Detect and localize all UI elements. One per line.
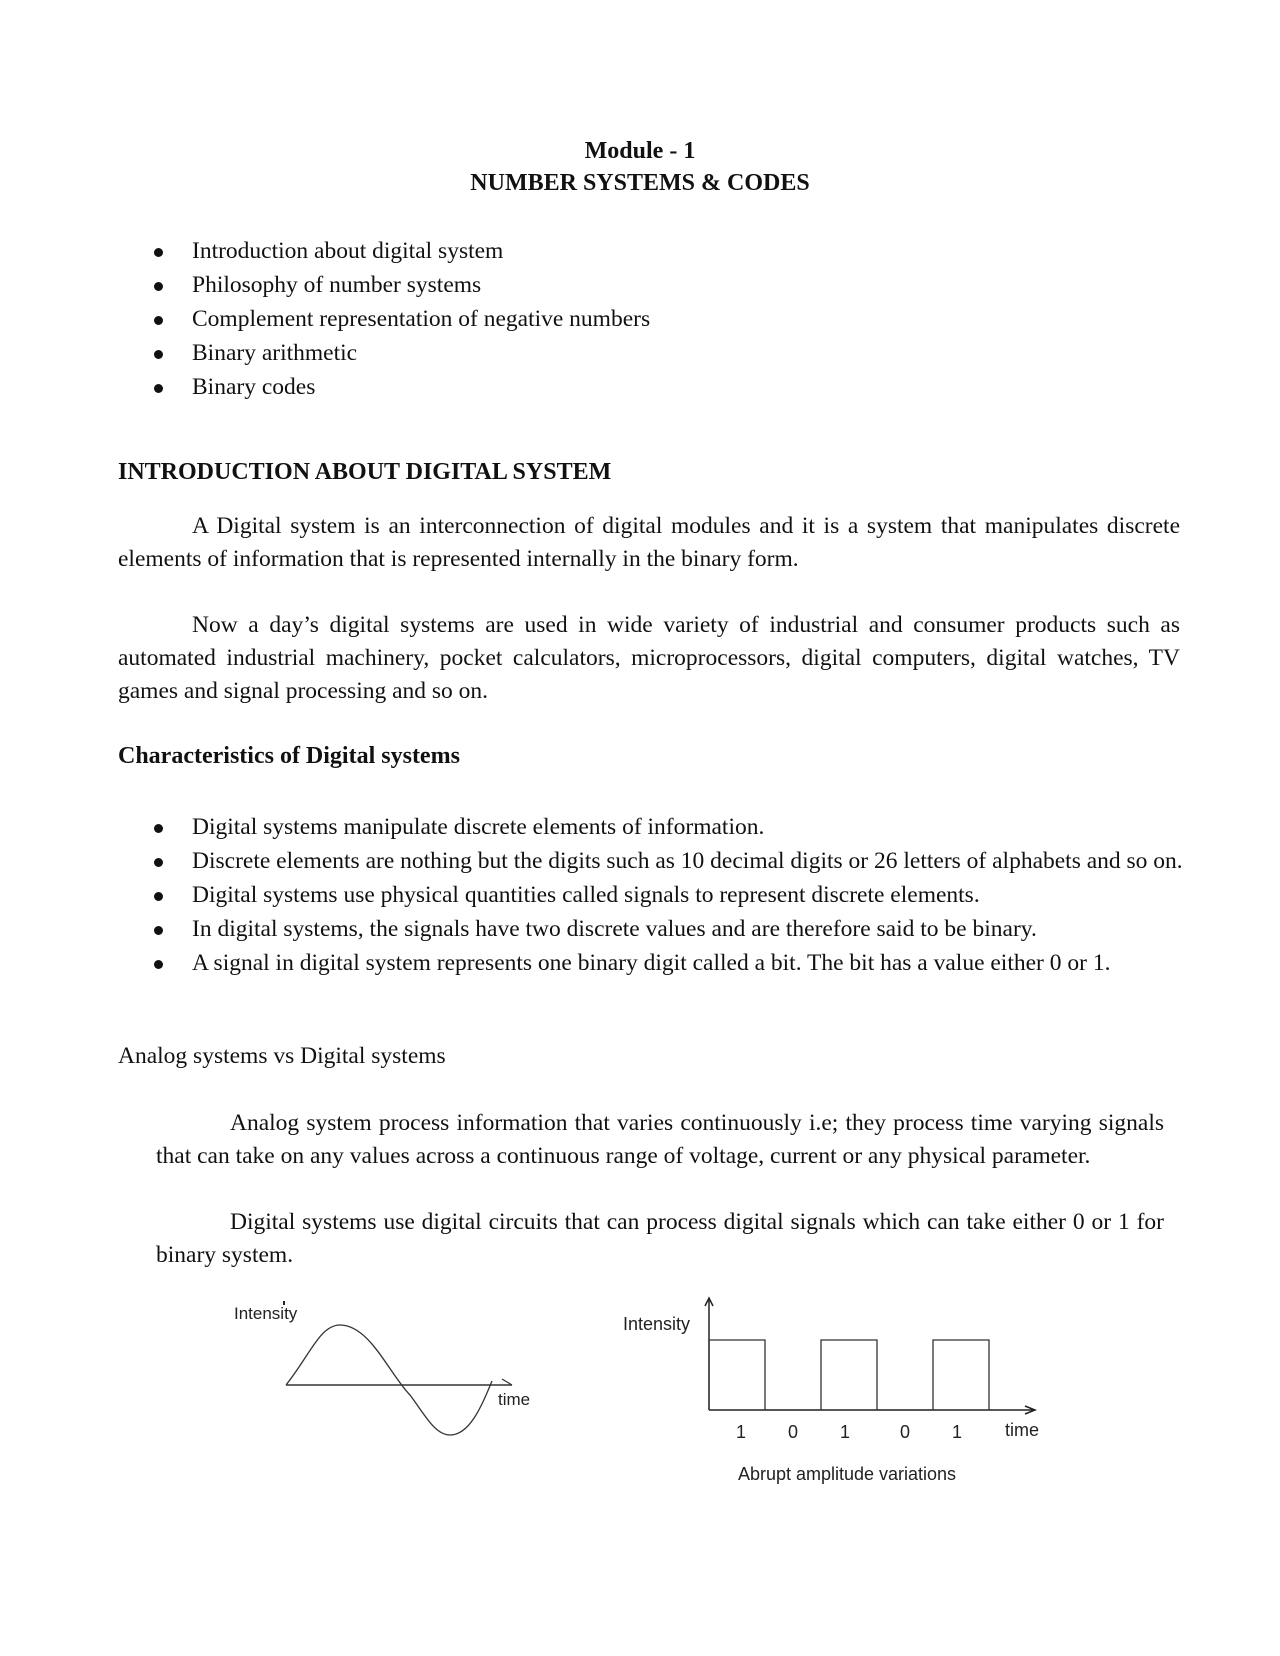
page-title: NUMBER SYSTEMS & CODES [470, 170, 810, 196]
bullet-icon [154, 824, 163, 833]
analog-signal-figure [220, 1285, 540, 1445]
section-heading-characteristics: Characteristics of Digital systems [118, 743, 460, 769]
bit-label: 1 [951, 1422, 963, 1442]
bit-label: 1 [839, 1422, 851, 1442]
list-item: Philosophy of number systems [0, 268, 1192, 302]
list-item: In digital systems, the signals have two discrete values and are therefore said to be binary. [0, 912, 1192, 946]
analog-x-label: time [498, 1390, 531, 1409]
list-item: Binary arithmetic [0, 336, 1192, 370]
digital-paragraph: Digital systems use digital circuits that can process digital signals which can take either 0 or 1 for binary system. [156, 1209, 1164, 1268]
topic-list [0, 234, 1280, 404]
characteristics-list [0, 810, 1280, 980]
sine-wave [286, 1325, 492, 1435]
bullet-icon [154, 858, 163, 867]
intro-paragraph-2: Now a day’s digital systems are used in wide variety of industrial and consumer products such as automated industrial machinery, pocket calculators, microprocessors, digital computers, digital watches, TV games and signal processing and so on. [118, 612, 1180, 704]
bit-label: 1 [735, 1422, 747, 1442]
bit-label: 0 [787, 1422, 799, 1442]
list-item: Discrete elements are nothing but the digits such as 10 decimal digits or 26 letters of alphabets and so on. [0, 844, 1192, 878]
bullet-icon [154, 926, 163, 935]
bullet-icon [154, 892, 163, 901]
section-heading-intro: INTRODUCTION ABOUT DIGITAL SYSTEM [118, 459, 612, 485]
bullet-icon [154, 960, 163, 969]
list-item: Digital systems use physical quantities called signals to represent discrete elements. [0, 878, 1192, 912]
analog-paragraph: Analog system process information that varies continuously i.e; they process time varying signals that can take on any values across a continuous range of voltage, current or any physical parameter. [156, 1110, 1164, 1169]
digital-x-label: time [1005, 1420, 1040, 1440]
subheading-analog-vs-digital: Analog systems vs Digital systems [118, 1043, 446, 1069]
bit-label: 0 [899, 1422, 911, 1442]
digital-y-label: Intensity [623, 1314, 691, 1334]
list-item: Digital systems manipulate discrete elements of information. [0, 810, 1192, 844]
bullet-icon [154, 248, 163, 257]
list-item: Binary codes [0, 370, 1192, 404]
bullet-icon [154, 384, 163, 393]
list-item: A signal in digital system represents one binary digit called a bit. The bit has a value either 0 or 1. [0, 946, 1192, 980]
module-label: Module - 1 [584, 138, 696, 164]
analog-y-label: Intensity [234, 1304, 298, 1323]
list-item: Complement representation of negative numbers [0, 302, 1192, 336]
list-item: Introduction about digital system [0, 234, 1192, 268]
intro-paragraph-1: A Digital system is an interconnection of digital modules and it is a system that manipulates discrete elements of information that is represented internally in the binary form. [118, 513, 1180, 572]
digital-signal-figure [615, 1290, 1055, 1490]
bullet-icon [154, 282, 163, 291]
bullet-icon [154, 316, 163, 325]
square-wave [709, 1340, 989, 1410]
bullet-icon [154, 350, 163, 359]
figure-caption: Abrupt amplitude variations [737, 1464, 957, 1484]
